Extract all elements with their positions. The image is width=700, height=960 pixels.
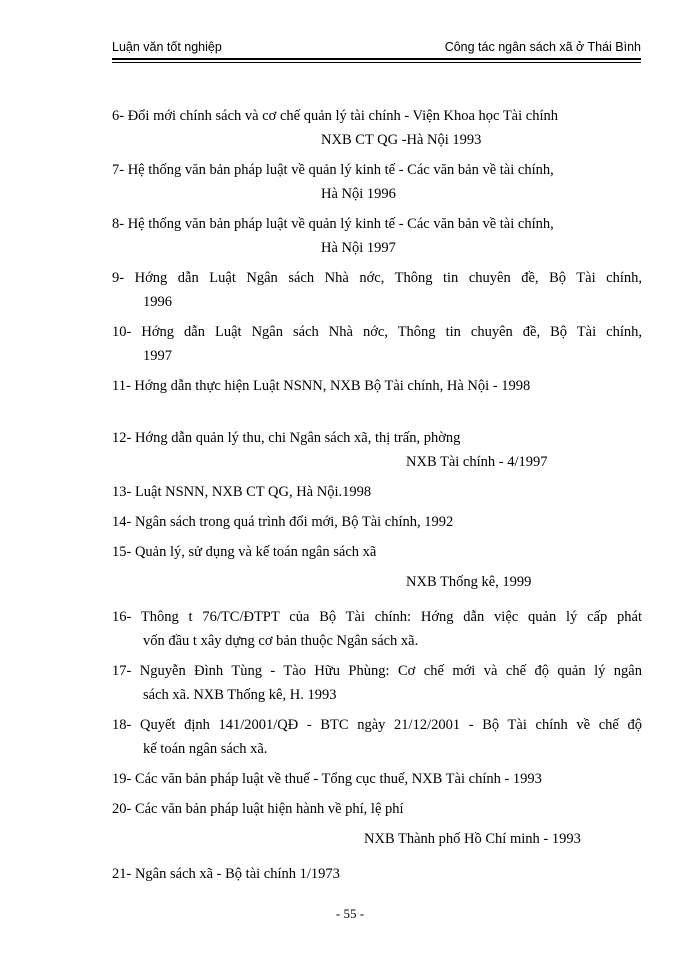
reference-continuation: sách xã. NXB Thống kê, H. 1993 — [143, 687, 337, 703]
reference-text: 18- Quyết định 141/2001/QĐ - BTC ngày 21/12/2001 - Bộ Tài chính về chế độ — [112, 717, 642, 733]
reference-text: 17- Nguyễn Đình Tùng - Tào Hữu Phùng: Cơ chế mới và chế độ quản lý ngân — [112, 663, 642, 679]
page-header — [112, 40, 641, 60]
header-rule-thick — [112, 58, 641, 60]
reference-text: 12- Hớng dẫn quản lý thu, chi Ngân sách xã, thị trấn, phờng — [112, 430, 461, 446]
reference-item-21 — [112, 862, 642, 886]
reference-publisher: NXB Thành phố Hồ Chí minh - 1993 — [364, 831, 581, 847]
reference-item-11 — [112, 374, 642, 398]
header-rule-thin — [112, 62, 641, 63]
reference-publisher: Hà Nội 1997 — [321, 240, 396, 256]
reference-continuation: 1997 — [143, 348, 172, 364]
reference-continuation: kế toán ngân sách xã. — [143, 741, 268, 757]
reference-item-16 — [112, 605, 642, 653]
reference-publisher: NXB Thống kê, 1999 — [406, 574, 532, 590]
reference-item-20 — [112, 797, 642, 851]
reference-text: 20- Các văn bản pháp luật hiện hành về phí, lệ phí — [112, 801, 404, 817]
reference-text: 21- Ngân sách xã - Bộ tài chính 1/1973 — [112, 866, 340, 882]
reference-text: 7- Hệ thống văn bản pháp luật về quản lý kinh tế - Các văn bản về tài chính, — [112, 162, 554, 178]
reference-item-7 — [112, 158, 642, 206]
reference-item-9 — [112, 266, 642, 314]
reference-publisher: NXB Tài chính - 4/1997 — [406, 454, 548, 470]
reference-item-17 — [112, 659, 642, 707]
reference-text: 11- Hớng dẫn thực hiện Luật NSNN, NXB Bộ Tài chính, Hà Nội - 1998 — [112, 378, 531, 394]
reference-publisher: NXB CT QG -Hà Nội 1993 — [321, 132, 482, 148]
reference-item-18 — [112, 713, 642, 761]
reference-text: 15- Quản lý, sử dụng và kế toán ngân sách xã — [112, 544, 377, 560]
reference-continuation: 1996 — [143, 294, 172, 310]
reference-item-10 — [112, 320, 642, 368]
reference-item-8 — [112, 212, 642, 260]
page-number: - 55 - — [335, 906, 365, 921]
reference-text: 9- Hớng dẫn Luật Ngân sách Nhà nớc, Thông tin chuyên đề, Bộ Tài chính, — [112, 270, 642, 286]
reference-item-13 — [112, 480, 642, 504]
reference-list — [112, 104, 642, 886]
reference-publisher: Hà Nội 1996 — [321, 186, 396, 202]
reference-item-14 — [112, 510, 642, 534]
reference-continuation: vốn đầu t xây dựng cơ bản thuộc Ngân sách xã. — [143, 633, 419, 649]
reference-item-12 — [112, 426, 642, 474]
reference-text: 19- Các văn bản pháp luật về thuế - Tổng cục thuế, NXB Tài chính - 1993 — [112, 771, 542, 787]
reference-text: 16- Thông t 76/TC/ĐTPT của Bộ Tài chính: Hớng dẫn việc quản lý cấp phát — [112, 609, 642, 625]
reference-text: 10- Hớng dẫn Luật Ngân sách Nhà nớc, Thông tin chuyên đề, Bộ Tài chính, — [112, 324, 642, 340]
reference-text: 6- Đổi mới chính sách và cơ chế quản lý tài chính - Viện Khoa học Tài chính — [112, 108, 558, 124]
header-thesis-label: Luận văn tốt nghiệp — [112, 40, 222, 54]
reference-text: 8- Hệ thống văn bản pháp luật về quản lý kinh tế - Các văn bản về tài chính, — [112, 216, 554, 232]
reference-item-19 — [112, 767, 642, 791]
reference-item-6 — [112, 104, 642, 152]
reference-item-15 — [112, 540, 642, 594]
reference-text: 14- Ngân sách trong quá trình đổi mới, Bộ Tài chính, 1992 — [112, 514, 454, 530]
header-topic-label: Công tác ngân sách xã ở Thái Bình — [444, 40, 641, 54]
reference-text: 13- Luật NSNN, NXB CT QG, Hà Nội.1998 — [112, 484, 372, 500]
